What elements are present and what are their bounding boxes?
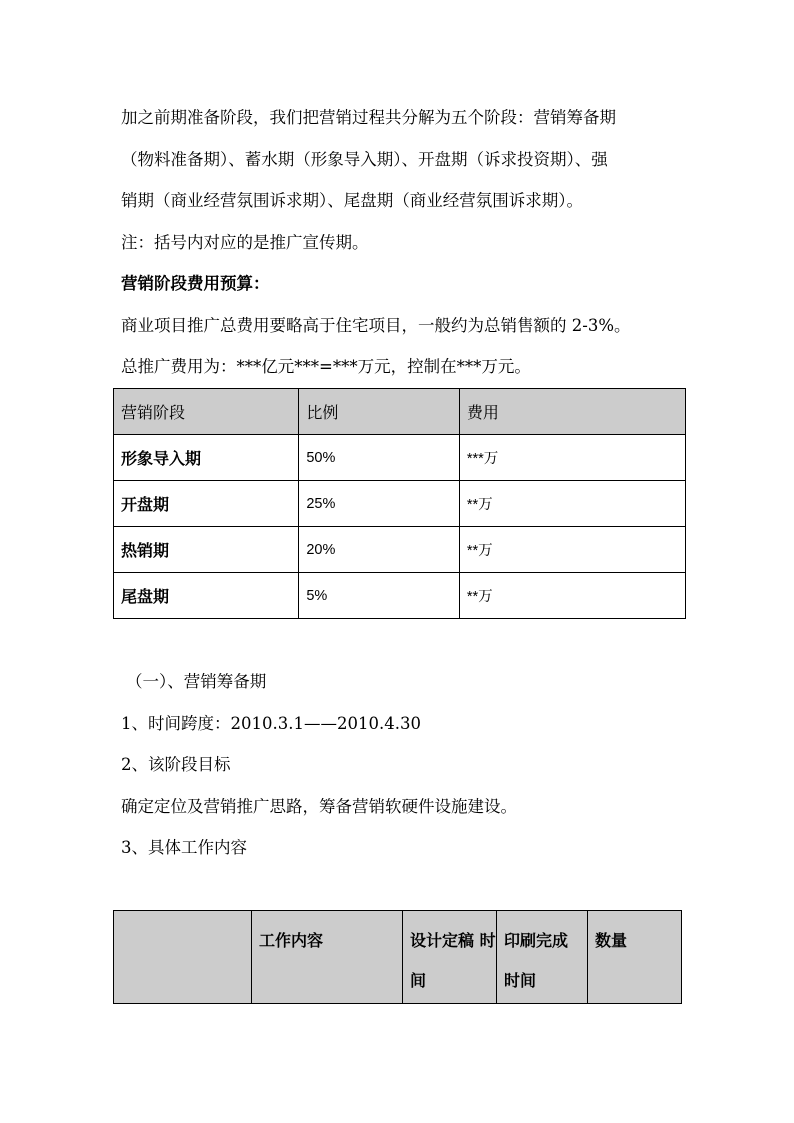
table-row [114,573,686,619]
header-ratio: 比例 [299,389,459,435]
header-design-finalize-time: 设计定稿 时间 [403,911,497,1004]
budget-table-header-row [114,389,686,435]
stage-cell: 开盘期 [114,481,299,527]
cost-cell: ***万 [459,435,685,481]
phase1-title: （一）、营销筹备期 [126,672,267,691]
stage-cell: 形象导入期 [114,435,299,481]
cost-cell: **万 [459,481,685,527]
table-row [114,481,686,527]
table-row [114,527,686,573]
budget-total: 总推广费用为：***亿元***=***万元，控制在***万元。 [121,357,531,376]
phase1-item-timespan: 1、时间跨度：2010.3.1——2010.4.30 [121,714,421,733]
ratio-cell: 50% [299,435,459,481]
work-table-header-row [114,911,682,1004]
intro-note: 注：括号内对应的是推广宣传期。 [121,233,369,252]
ratio-cell: 25% [299,481,459,527]
table-row [114,435,686,481]
header-cost: 费用 [459,389,685,435]
work-content-table [113,910,682,1004]
ratio-cell: 20% [299,527,459,573]
header-quantity: 数量 [588,911,682,1004]
ratio-cell: 5% [299,573,459,619]
phase1-item-goal-heading: 2、该阶段目标 [121,755,231,774]
cost-cell: **万 [459,573,685,619]
stage-cell: 尾盘期 [114,573,299,619]
intro-line-3: 销期（商业经营氛围诉求期）、尾盘期（商业经营氛围诉求期）。 [121,191,583,210]
phase1-goal-text: 确定定位及营销推广思路，筹备营销软硬件设施建设。 [121,797,517,816]
header-blank [114,911,252,1004]
intro-line-2: （物料准备期）、蓄水期（形象导入期）、开盘期（诉求投资期）、强 [121,150,608,169]
cost-cell: **万 [459,527,685,573]
phase1-item-work-heading: 3、具体工作内容 [121,838,247,857]
intro-line-1: 加之前期准备阶段，我们把营销过程共分解为五个阶段：营销筹备期 [121,108,616,127]
budget-table [113,388,686,619]
header-work-content: 工作内容 [252,911,403,1004]
header-print-complete-time: 印刷完成 时间 [497,911,588,1004]
budget-heading: 营销阶段费用预算： [121,274,270,293]
budget-description: 商业项目推广总费用要略高于住宅项目，一般约为总销售额的 2-3%。 [121,316,631,335]
stage-cell: 热销期 [114,527,299,573]
header-stage: 营销阶段 [114,389,299,435]
